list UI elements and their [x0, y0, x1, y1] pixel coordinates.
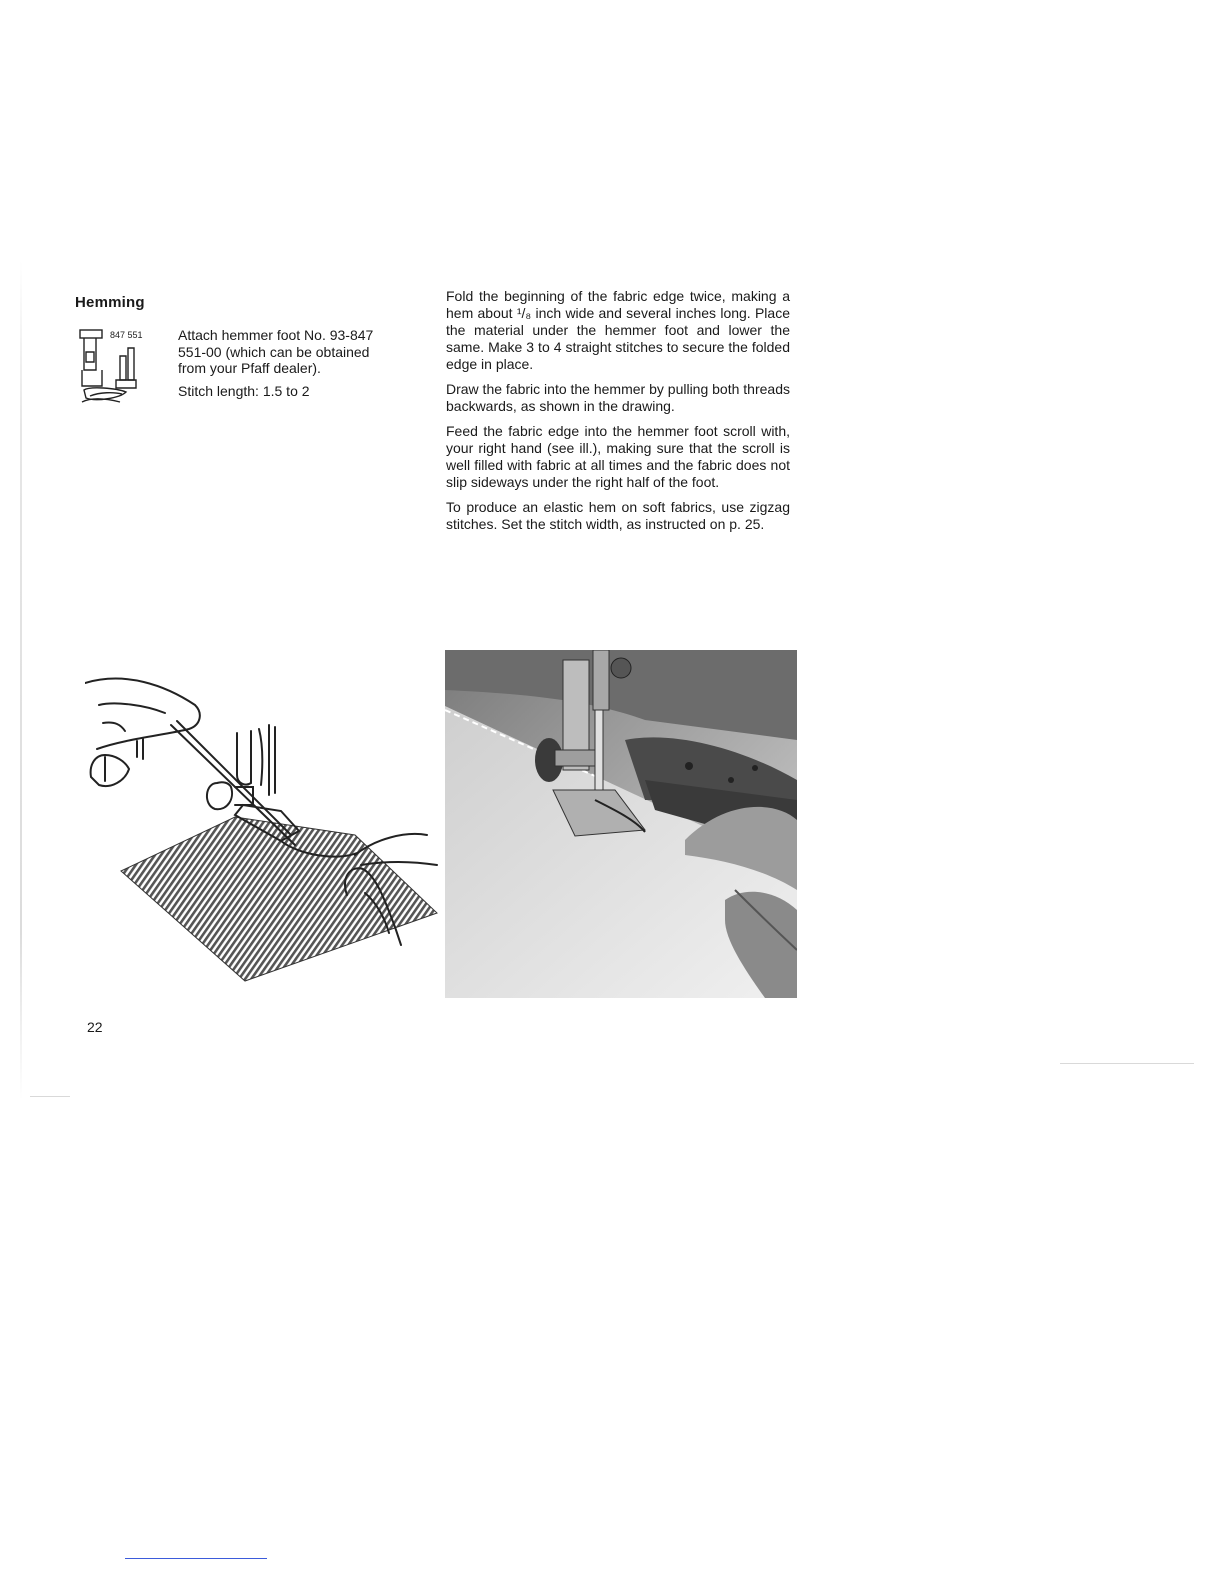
right-column	[446, 288, 790, 541]
bottom-rule	[125, 1558, 267, 1559]
instruction-paragraph: Fold the beginning of the fabric edge twice, making a hem about ¹/₈ inch wide and several inches long. Place the material under the hemmer foot and lower the same. Make 3 to 4 straight stitches to secure the folded edge in place.	[446, 288, 790, 372]
section-heading: Hemming	[75, 294, 145, 311]
hand-pulling-threads-drawing	[85, 665, 445, 985]
page-number: 22	[87, 1019, 103, 1035]
attach-instruction: Attach hemmer foot No. 93-847 551-00 (which can be obtained from your Pfaff dealer).	[178, 327, 374, 376]
instruction-paragraph: Feed the fabric edge into the hemmer foot scroll with, your right hand (see ill.), making sure that the scroll is well filled with fabric at all times and the fabric does not slip sideways under the right half of the foot.	[446, 423, 790, 490]
page-edge-shadow	[20, 260, 22, 1100]
scan-line	[1060, 1063, 1194, 1064]
instruction-paragraph: To produce an elastic hem on soft fabrics, use zigzag stitches. Set the stitch width, as instructed on p. 25.	[446, 499, 790, 532]
instruction-paragraph: Draw the fabric into the hemmer by pulling both threads backwards, as shown in the drawing.	[446, 381, 790, 414]
left-column	[178, 327, 378, 405]
stitch-length: Stitch length: 1.5 to 2	[178, 382, 310, 399]
scan-line	[30, 1096, 70, 1097]
hemmer-foot-photo	[445, 650, 797, 998]
foot-part-number: 847 551	[110, 330, 143, 340]
